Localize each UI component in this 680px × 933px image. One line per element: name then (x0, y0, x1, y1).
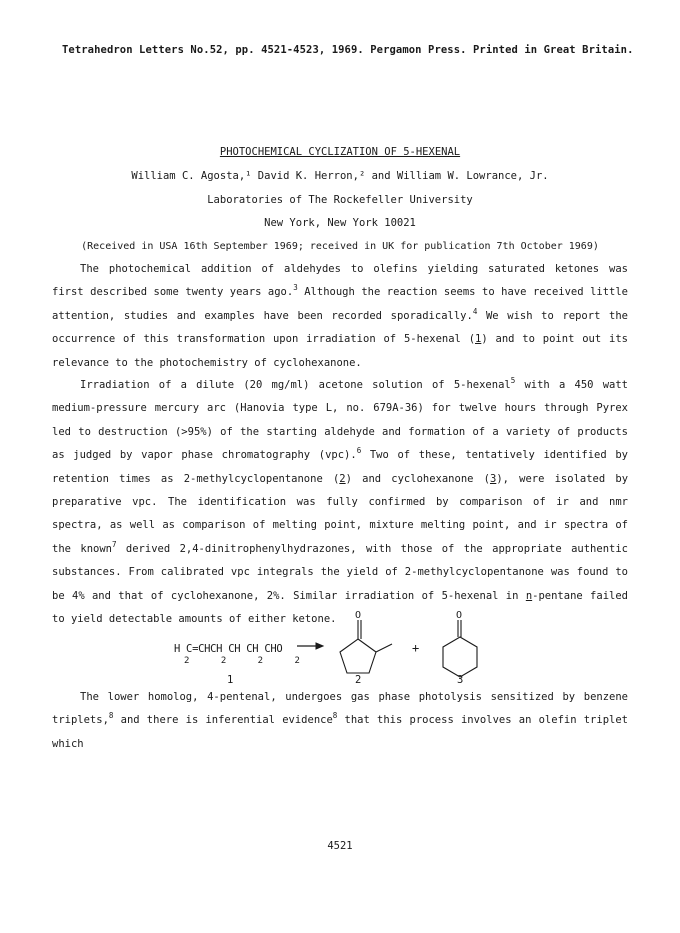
city: New York, New York 10021 (264, 217, 416, 229)
article-title: PHOTOCHEMICAL CYCLIZATION OF 5-HEXENAL (219, 146, 461, 158)
reaction-arrow (297, 643, 323, 649)
ketone-o-label-2: O (355, 610, 362, 621)
journal-header: Tetrahedron Letters No.52, pp. 4521-4523, 1969. Pergamon Press. Printed in Great Britain. (62, 44, 634, 56)
paragraph-1: The photochemical addition of aldehydes to olefins yielding saturated ketones was first described some twenty years ago.$^3$ Although the reaction seems to have received little attention, studies and examples have been recorded sporadically.$^4$ We wish to report the occurrence of this transformation upon irradiation of 5-hexenal (1) and to point out its relevance to the photochemistry of cyclohexanone. (52, 263, 628, 369)
reactant-subscripts: 2 2 2 2 (184, 656, 313, 666)
scheme-structures (0, 610, 680, 690)
paragraph-3: The lower homolog, 4-pentenal, undergoes gas phase photolysis sensitized by benzene triplets,$^8$ and there is inferential evidence$^8$ that this process involves an olefin triplet which (52, 691, 628, 750)
plus-sign: + (412, 641, 420, 655)
authors: William C. Agosta,¹ David K. Herron,² and William W. Lowrance, Jr. (131, 170, 549, 182)
reactant-formula: H C=CHCH CH CH CHO (174, 643, 283, 655)
received-dates: (Received in USA 16th September 1969; received in UK for publication 7th October 1969) (81, 241, 599, 252)
affiliation: Laboratories of The Rockefeller University (207, 194, 473, 206)
paragraph-2: Irradiation of a dilute (20 mg/ml) acetone solution of 5-hexenal$^5$ with a 450 watt medium-pressure mercury arc (Hanovia type L, no. 679A-36) for twelve hours through Pyrex led to destruction (>95%) of the starting aldehyde and formation of a variety of products as judged by vapor phase chromatography (vpc).$^6$ Two of these, tentatively identified by retention times as 2-methylcyclopentanone (2) and cyclohexanone (3), were isolated by preparative vpc. The identification was fully confirmed by comparison of ir and nmr spectra, as well as comparison of melting point, mixture melting point, and ir spectra of the known$^7$ derived 2,4-dinitrophenylhydrazones, with those of the appropriate authentic substances. From calibrated vpc integrals the yield of 2-methylcyclopentanone was found to be 4% and that of cyclohexanone, 2%. Similar irradiation of 5-hexenal in n-pentane failed to yield detectable amounts of either ketone. (52, 376, 629, 626)
compound-label-2: 2 (355, 674, 362, 686)
page-number: 4521 (327, 840, 353, 852)
cyclopentanone-structure (340, 620, 392, 673)
ketone-o-label-3: O (456, 610, 463, 621)
compound-label-1: 1 (227, 674, 234, 686)
cyclohexanone-structure (443, 620, 477, 677)
compound-label-3: 3 (457, 674, 464, 686)
